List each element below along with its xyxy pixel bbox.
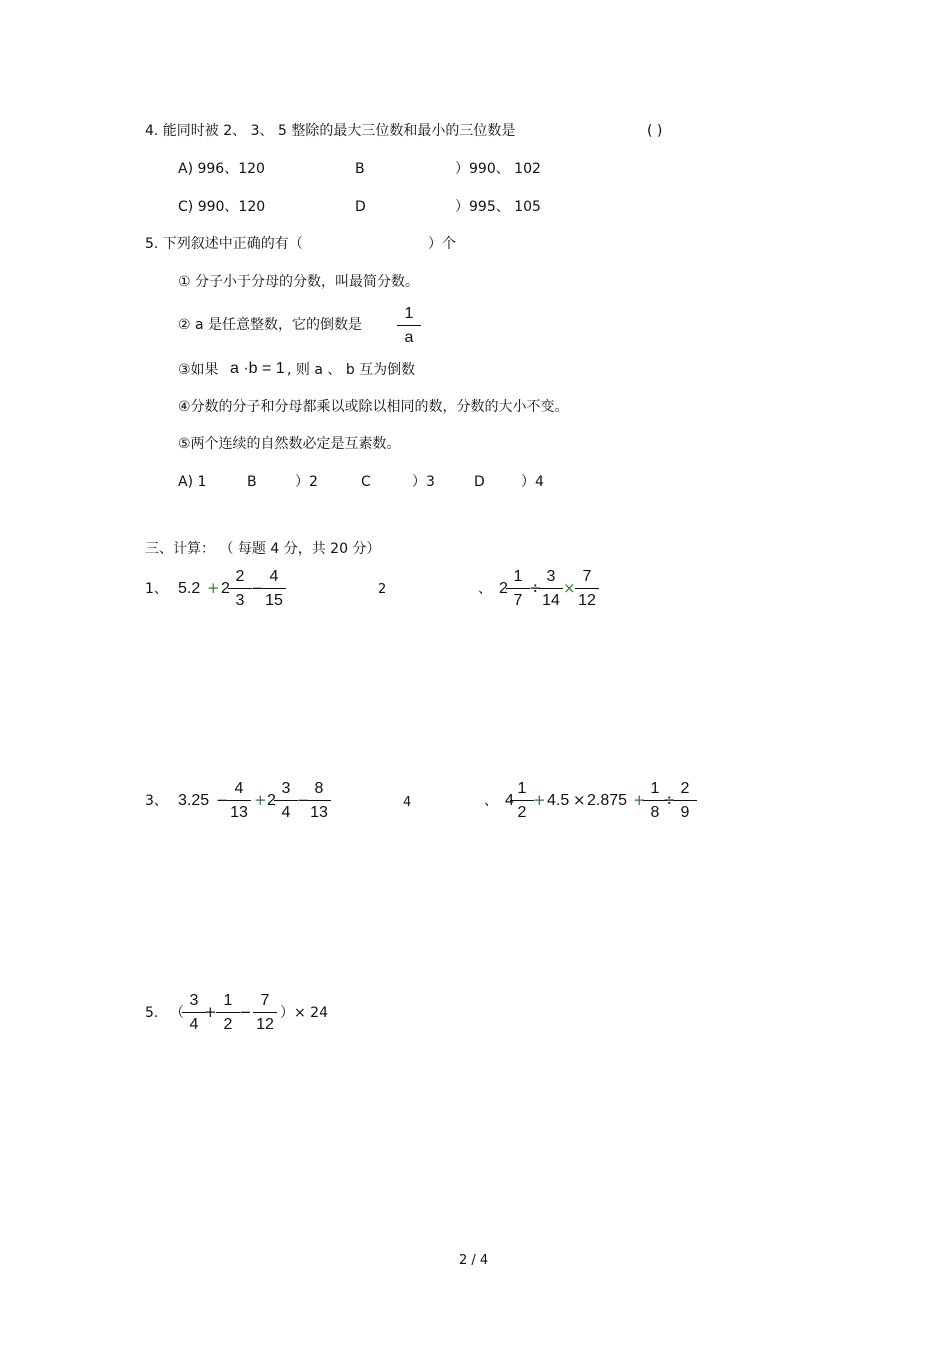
q4-stem: 4. 能同时被 2、 3、 5 整除的最大三位数和最小的三位数是 [145,123,516,139]
times-sign: × [573,791,586,809]
q5-statement-3-prefix: ③如果 [178,362,219,378]
fraction-numerator: 7 [260,992,270,1009]
problem-1-fraction-2 [262,568,286,610]
q5-statement-3-expr: a ·b = 1 [230,360,285,377]
fraction-denominator: 12 [253,1012,277,1034]
problem-4-label: 、 [484,793,498,809]
q5-statement-2: ② a 是任意整数，它的倒数是 [178,317,363,333]
times-sign: × [563,579,576,597]
problem-5-label: 5. [145,1005,159,1021]
fraction-numerator: 3 [281,780,291,797]
minus-sign: − [251,579,264,597]
problem-1-label: 1、 [145,581,168,597]
problem-4-fraction-3 [673,780,697,822]
q5-reciprocal-fraction [397,305,421,347]
plus-sign: + [254,791,267,809]
q5-statement-1: ① 分子小于分母的分数，叫最简分数。 [178,274,419,290]
problem-4-fraction-1 [510,780,534,822]
fraction-numerator: 1 [517,780,527,797]
mixed-whole: 2 [221,580,230,597]
fraction-denominator: 13 [307,800,331,822]
problem-3-decimal: 3.25 [178,792,210,809]
fraction-numerator: 1 [404,305,414,322]
fraction-denominator: 3 [228,588,252,610]
q4-option-c: C) 990、120 [178,199,266,215]
fraction-denominator: a [397,325,421,347]
fraction-denominator: 2 [216,1012,240,1034]
problem-2-label: 、 [478,581,492,597]
fraction-denominator: 4 [182,1012,206,1034]
q5-option-c: C [361,474,371,490]
problem-4-number: 4 [403,795,412,810]
problem-5-tail: ）× 24 [280,1005,328,1021]
q5-stem: 5. 下列叙述中正确的有（ [145,236,303,252]
problem-5-fraction-1 [182,992,206,1034]
q4-answer-paren: ( ) [647,123,663,139]
fraction-numerator: 4 [234,780,244,797]
q5-option-b: B [247,474,257,490]
fraction-numerator: 1 [650,780,660,797]
q4-option-d-letter: D [355,199,366,215]
problem-2-fraction-1 [506,568,530,610]
q5-statement-3-suffix: , 则 a 、 b 互为倒数 [287,362,416,378]
q5-stem-end: ）个 [428,236,456,252]
fraction-numerator: 7 [582,568,592,585]
q5-statement-5: ⑤两个连续的自然数必定是互素数。 [178,436,401,452]
fraction-denominator: 4 [274,800,298,822]
plus-sign: + [533,791,546,809]
mixed-whole: 2 [267,792,276,809]
fraction-numerator: 3 [546,568,556,585]
fraction-numerator: 1 [513,568,523,585]
problem-3-label: 3、 [145,793,168,809]
problem-3-fraction-2 [274,780,298,822]
q5-option-d: D [474,474,485,490]
fraction-numerator: 2 [680,780,690,797]
minus-sign: − [239,1003,252,1021]
q5-option-c-value: ）3 [412,474,435,490]
problem-4-decimal-2: 2.875 [587,792,628,809]
fraction-numerator: 2 [235,568,245,585]
problem-4-decimal-1: 4.5 [547,792,570,809]
fraction-numerator: 3 [189,992,199,1009]
plus-sign: + [207,579,220,597]
problem-3-fraction-3 [307,780,331,822]
section-3-heading: 三、计算： （ 每题 4 分，共 20 分） [145,541,381,557]
problem-2-fraction-2 [539,568,563,610]
fraction-denominator: 15 [262,588,286,610]
minus-sign: − [216,791,229,809]
fraction-denominator: 9 [673,800,697,822]
divide-sign: ÷ [663,791,676,809]
plus-sign: + [633,791,646,809]
page-number: 2 / 4 [459,1253,489,1268]
divide-sign: ÷ [529,579,542,597]
fraction-denominator: 13 [227,800,251,822]
fraction-denominator: 12 [575,588,599,610]
q4-option-b-value: ）990、 102 [455,161,541,177]
q5-option-a: A) 1 [178,474,207,490]
mixed-whole: 4 [505,792,514,809]
q4-option-b-letter: B [355,161,365,177]
problem-2-number: 2 [378,582,387,597]
problem-2-fraction-3 [575,568,599,610]
problem-3-fraction-1 [227,780,251,822]
plus-sign: + [204,1003,217,1021]
left-paren: （ [170,1005,184,1021]
minus-sign: − [297,791,310,809]
fraction-denominator: 8 [643,800,667,822]
fraction-denominator: 7 [506,588,530,610]
q5-statement-4: ④分数的分子和分母都乘以或除以相同的数，分数的大小不变。 [178,399,569,415]
fraction-denominator: 14 [539,588,563,610]
mixed-whole: 2 [499,580,508,597]
q5-option-d-value: ）4 [521,474,544,490]
fraction-denominator: 2 [510,800,534,822]
fraction-numerator: 8 [314,780,324,797]
fraction-numerator: 1 [223,992,233,1009]
q4-option-a: A) 996、120 [178,161,265,177]
q5-option-b-value: ）2 [295,474,318,490]
problem-5-fraction-2 [216,992,240,1034]
problem-1-decimal: 5.2 [178,580,201,597]
q4-option-d-value: ）995、 105 [455,199,541,215]
problem-1-fraction-1 [228,568,252,610]
fraction-numerator: 4 [269,568,279,585]
problem-5-fraction-3 [253,992,277,1034]
